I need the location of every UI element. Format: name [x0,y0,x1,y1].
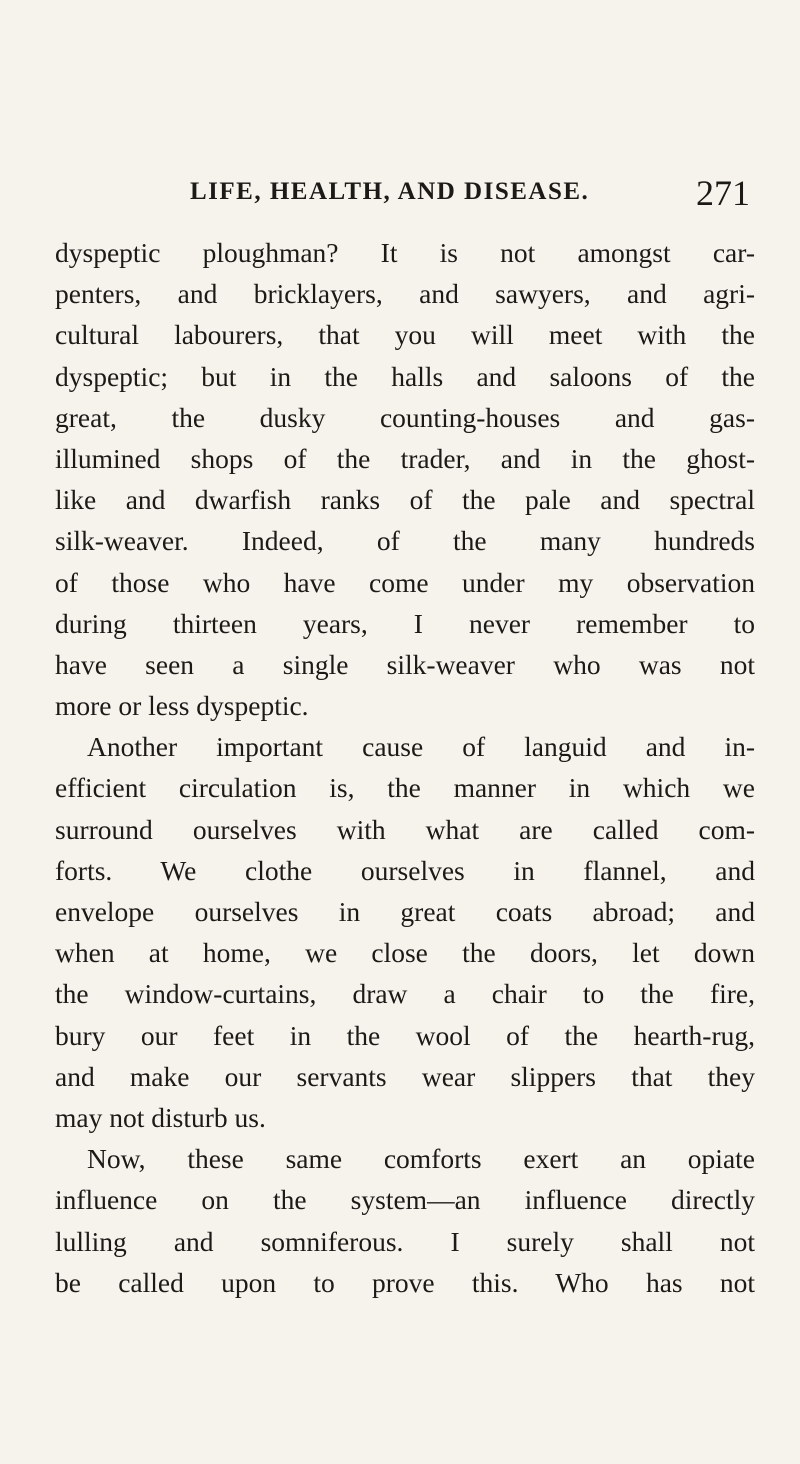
text-line: forts. We clothe ourselves in flannel, and [55,854,755,886]
paragraph-start-line: Another important cause of languid and in- [87,731,755,763]
text-line: during thirteen years, I never remember to [55,607,755,639]
text-line: have seen a single silk-weaver who was not [55,648,755,680]
text-line: when at home, we close the doors, let down [55,937,755,969]
text-line: great, the dusky counting-houses and gas- [55,401,755,433]
text-line: envelope ourselves in great coats abroad; and [55,896,755,927]
text-line: dyspeptic; but in the halls and saloons of the [55,360,755,392]
text-line: of those who have come under my observation [55,566,755,598]
text-line: efficient circulation is, the manner in which we [55,772,755,804]
text-line: like and dwarfish ranks of the pale and spectral [55,484,755,516]
running-head [190,173,750,218]
text-line: cultural labourers, that you will meet with the [55,319,755,351]
text-line: silk-weaver. Indeed, of the many hundreds [55,525,755,557]
text-line: dyspeptic ploughman? It is not amongst car- [55,237,755,268]
text-line: the window-curtains, draw a chair to the fire, [55,978,755,1010]
text-line: surround ourselves with what are called com- [55,813,755,845]
text-line: illumined shops of the trader, and in the ghost- [55,442,755,474]
body-text [55,232,755,1303]
text-line: may not disturb us. [55,1101,266,1133]
text-line: penters, and bricklayers, and sawyers, and agri- [55,278,755,310]
text-line: lulling and somniferous. I surely shall not [55,1225,755,1257]
text-line: more or less dyspeptic. [55,690,309,722]
text-line: influence on the system—an influence directly [55,1184,755,1216]
running-title: LIFE, HEALTH, AND DISEASE. [190,178,590,205]
text-line: bury our feet in the wool of the hearth-rug, [55,1019,755,1051]
text-line: be called upon to prove this. Who has not [55,1266,755,1298]
page-number: 271 [696,173,750,213]
text-line: and make our servants wear slippers that they [55,1060,755,1092]
paragraph-start-line: Now, these same comforts exert an opiate [87,1143,755,1175]
